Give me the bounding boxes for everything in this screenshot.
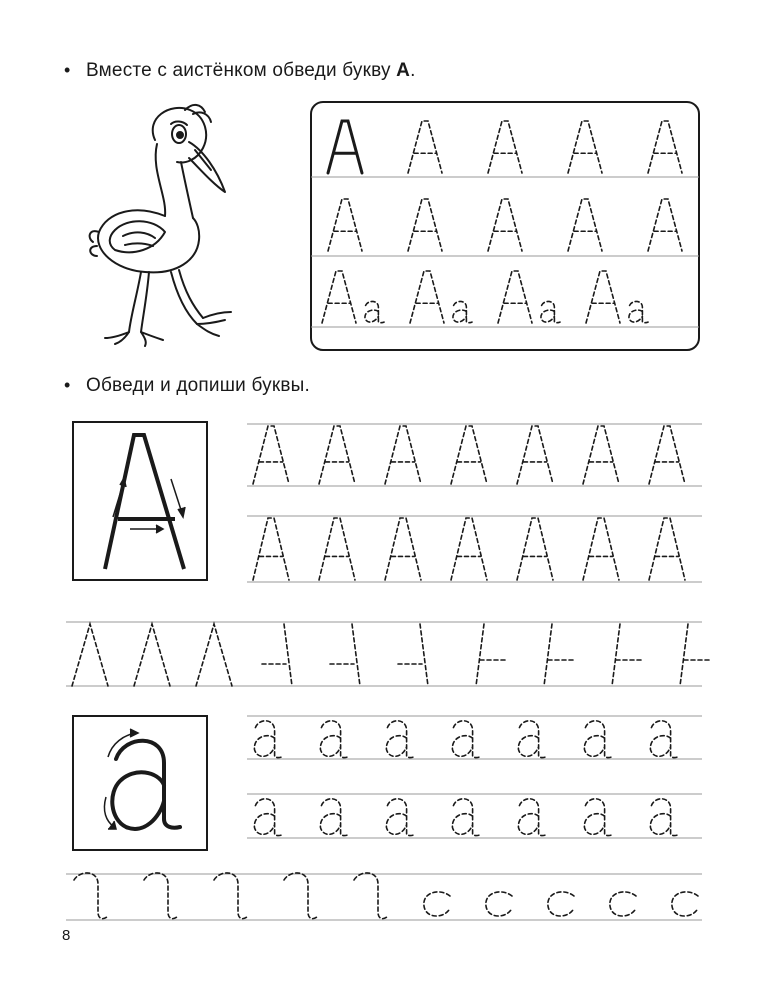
traced-small-a — [452, 799, 481, 836]
traced-loop-element — [672, 892, 698, 916]
traced-capital-a — [498, 271, 532, 323]
traced-capital-a — [488, 121, 522, 173]
traced-capital-a — [408, 121, 442, 173]
traced-capital-a — [385, 426, 421, 484]
traced-small-a — [453, 301, 472, 322]
traced-small-a — [254, 799, 283, 836]
traced-peak-element — [134, 624, 170, 686]
traced-small-a — [650, 721, 679, 758]
traced-hook-element — [144, 873, 178, 919]
traced-loop-element — [610, 892, 636, 916]
traced-hook-element — [214, 873, 248, 919]
traced-small-a — [650, 799, 679, 836]
traced-hook-element — [284, 873, 318, 919]
instruction-trace-letter — [64, 60, 416, 82]
bullet-dot-icon: • — [64, 60, 71, 80]
stroke-direction-arrow-icon — [113, 478, 185, 533]
traced-small-a — [254, 721, 283, 758]
traced-small-a — [518, 721, 547, 758]
traced-small-a — [320, 721, 349, 758]
traced-capital-a — [328, 121, 362, 173]
traced-right-leg-element — [284, 624, 292, 686]
traced-capital-a — [410, 271, 444, 323]
traced-right-leg-element — [420, 624, 428, 686]
traced-capital-a — [649, 518, 685, 580]
small-element-practice-row — [66, 870, 706, 930]
traced-capital-a — [648, 121, 682, 173]
instruction-tail: . — [410, 60, 416, 81]
traced-capital-a — [649, 426, 685, 484]
traced-capital-a — [451, 426, 487, 484]
traced-small-a — [386, 799, 415, 836]
capital-letter-tracing-rows — [247, 420, 707, 600]
traced-capital-a — [568, 199, 602, 251]
traced-small-a — [518, 799, 547, 836]
stork-icon — [85, 100, 285, 350]
traced-small-a — [584, 721, 613, 758]
traced-capital-a — [385, 518, 421, 580]
instruction-letter: А — [396, 60, 411, 81]
traced-left-leg-element — [680, 624, 688, 686]
traced-capital-a — [451, 518, 487, 580]
page-number: 8 — [62, 927, 71, 944]
traced-capital-a — [488, 199, 522, 251]
traced-capital-a — [253, 518, 289, 580]
traced-left-leg-element — [476, 624, 484, 686]
bullet-dot-icon: • — [64, 375, 71, 395]
traced-capital-a — [319, 426, 355, 484]
traced-capital-a — [322, 271, 356, 323]
traced-small-a — [320, 799, 349, 836]
small-letter-demo-box — [72, 715, 208, 851]
traced-hook-element — [354, 873, 388, 919]
traced-small-a — [365, 301, 384, 322]
traced-left-leg-element — [612, 624, 620, 686]
traced-capital-a — [648, 199, 682, 251]
traced-capital-a — [253, 426, 289, 484]
traced-left-leg-element — [544, 624, 552, 686]
instruction-trace-and-write — [64, 375, 310, 397]
traced-right-leg-element — [352, 624, 360, 686]
traced-loop-element — [548, 892, 574, 916]
capital-letter-demo-box — [72, 421, 208, 581]
traced-small-a — [386, 721, 415, 758]
traced-capital-a — [517, 518, 553, 580]
traced-loop-element — [486, 892, 512, 916]
instruction-text: Вместе с аистёнком обведи букву — [86, 60, 397, 81]
small-letter-a-icon — [112, 741, 180, 829]
traced-small-a — [541, 301, 560, 322]
instruction-text: Обведи и допиши буквы. — [86, 375, 310, 396]
traced-peak-element — [72, 624, 108, 686]
traced-capital-a — [583, 426, 619, 484]
traced-capital-a — [319, 518, 355, 580]
traced-small-a — [584, 799, 613, 836]
traced-small-a — [452, 721, 481, 758]
capital-element-practice-row — [66, 612, 706, 692]
small-letter-tracing-rows — [247, 712, 707, 852]
traced-capital-a — [583, 518, 619, 580]
traced-capital-a — [586, 271, 620, 323]
traced-capital-a — [408, 199, 442, 251]
trace-box-top — [310, 101, 700, 351]
traced-peak-element — [196, 624, 232, 686]
traced-hook-element — [74, 873, 108, 919]
traced-capital-a — [328, 199, 362, 251]
traced-small-a — [629, 301, 648, 322]
traced-loop-element — [424, 892, 450, 916]
traced-capital-a — [568, 121, 602, 173]
traced-capital-a — [517, 426, 553, 484]
